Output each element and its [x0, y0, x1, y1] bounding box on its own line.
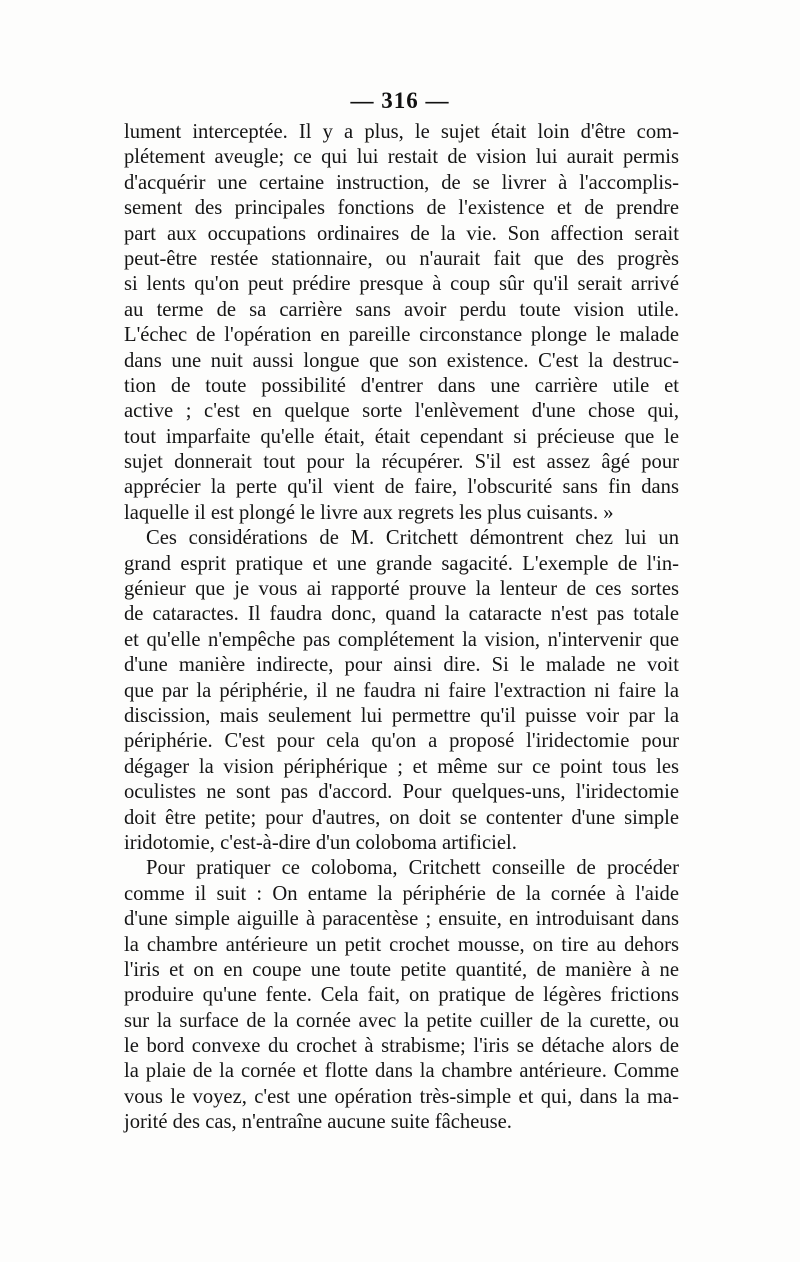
text-line: lument interceptée. Il y a plus, le sujet était loin d'être com- [124, 121, 679, 143]
text-line: dans une nuit aussi longue que son existence. C'est la destruc- [124, 349, 679, 372]
text-line: grand esprit pratique et une grande sagacité. L'exemple de l'in- [124, 552, 679, 575]
text-line: laquelle il est plongé le livre aux regrets les plus cuisants. » [124, 501, 614, 524]
text-line: génieur que je vous ai rapporté prouve la lenteur de ces sortes [124, 578, 679, 601]
text-line: tout imparfaite qu'elle était, était cependant si précieuse que le [124, 425, 679, 448]
text-line: comme il suit : On entame la périphérie de la cornée à l'aide [124, 882, 679, 905]
text-line: part aux occupations ordinaires de la vie. Son affection serait [124, 222, 679, 245]
page-number: — 316 — [350, 88, 450, 113]
text-line: discission, mais seulement lui permettre qu'il puisse voir par la [124, 704, 679, 727]
text-line: peut-être restée stationnaire, ou n'aurait fait que des progrès [124, 247, 679, 270]
text-line: d'une manière indirecte, pour ainsi dire. Si le malade ne voit [124, 654, 679, 677]
text-line: que par la périphérie, il ne faudra ni faire l'extraction ni faire la [124, 679, 679, 702]
text-line: la plaie de la cornée et flotte dans la chambre antérieure. Comme [124, 1060, 679, 1083]
text-line: le bord convexe du crochet à strabisme; l'iris se détache alors de [124, 1035, 679, 1058]
text-line: la chambre antérieure un petit crochet mousse, on tire au dehors [124, 933, 679, 956]
text-line: si lents qu'on peut prédire presque à coup sûr qu'il serait arrivé [124, 273, 679, 296]
text-line: L'échec de l'opération en pareille circonstance plonge le malade [124, 324, 679, 347]
text-line: doit être petite; pour d'autres, on doit se contenter d'une simple [124, 806, 679, 829]
text-line: tion de toute possibilité d'entrer dans une carrière utile et [124, 374, 679, 397]
text-line: sujet donnerait tout pour la récupérer. S'il est assez âgé pour [124, 451, 679, 474]
text-line: apprécier la perte qu'il vient de faire, l'obscurité sans fin dans [124, 476, 679, 499]
body-text [124, 120, 679, 1136]
text-line: active ; c'est en quelque sorte l'enlèvement d'une chose qui, [124, 400, 679, 423]
text-line: et qu'elle n'empêche pas complétement la vision, n'intervenir que [124, 628, 679, 651]
text-line: Pour pratiquer ce coloboma, Critchett conseille de procéder [146, 857, 679, 880]
text-line: plétement aveugle; ce qui lui restait de vision lui aurait permis [124, 146, 679, 169]
text-line: jorité des cas, n'entraîne aucune suite fâcheuse. [124, 1111, 512, 1134]
text-line: périphérie. C'est pour cela qu'on a proposé l'iridectomie pour [124, 730, 679, 753]
text-line: vous le voyez, c'est une opération très-simple et qui, dans la ma- [124, 1085, 679, 1108]
text-line: au terme de sa carrière sans avoir perdu toute vision utile. [124, 298, 679, 321]
text-line: dégager la vision périphérique ; et même sur ce point tous les [124, 755, 679, 778]
text-line: oculistes ne sont pas d'accord. Pour quelques-uns, l'iridectomie [124, 781, 679, 804]
text-line: sur la surface de la cornée avec la petite cuiller de la curette, ou [124, 1009, 679, 1032]
text-line: sement des principales fonctions de l'existence et de prendre [124, 197, 679, 220]
text-line: de cataractes. Il faudra donc, quand la cataracte n'est pas totale [124, 603, 679, 626]
text-line: iridotomie, c'est-à-dire d'un coloboma artificiel. [124, 831, 517, 854]
text-line: d'acquérir une certaine instruction, de se livrer à l'accomplis- [124, 171, 679, 194]
text-line: Ces considérations de M. Critchett démontrent chez lui un [146, 527, 679, 550]
text-line: produire qu'une fente. Cela fait, on pratique de légères frictions [124, 984, 679, 1007]
text-line: l'iris et on en coupe une toute petite quantité, de manière à ne [124, 958, 679, 981]
text-line: d'une simple aiguille à paracentèse ; ensuite, en introduisant dans [124, 908, 679, 931]
